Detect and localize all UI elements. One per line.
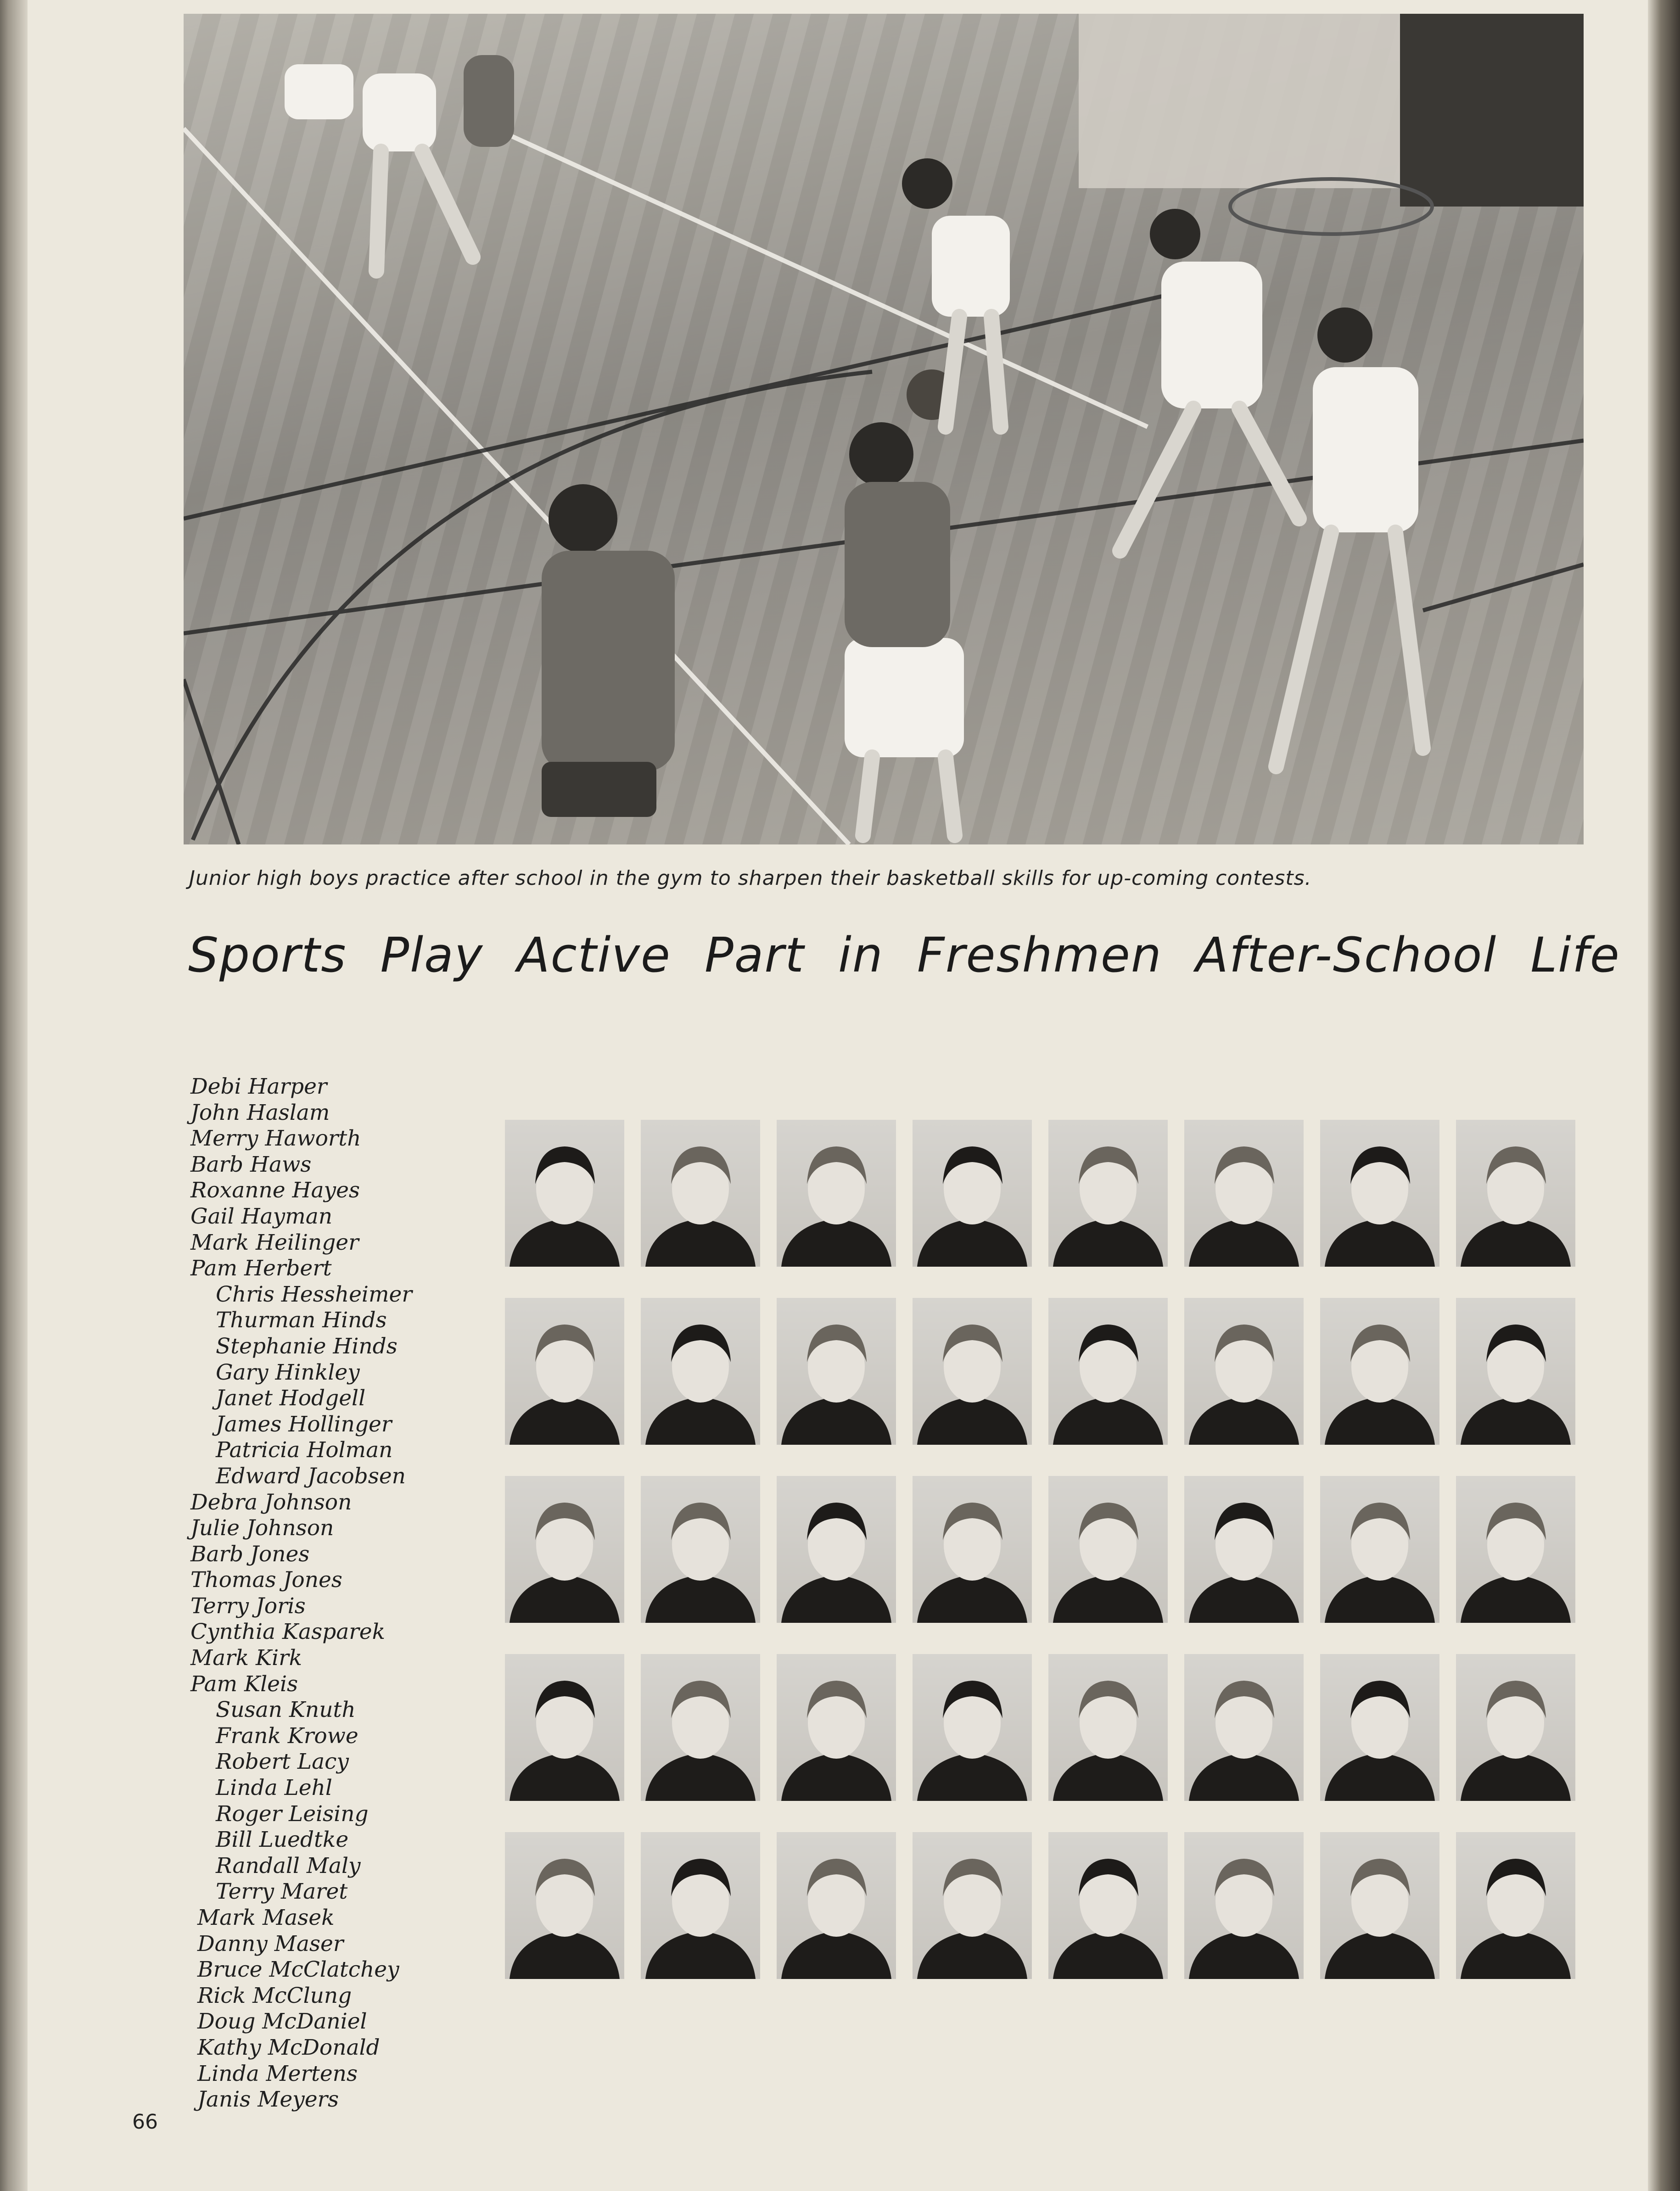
student-name-list xyxy=(190,1074,521,2113)
student-portrait xyxy=(913,1832,1032,1979)
student-portrait xyxy=(641,1654,760,1801)
portrait-photo xyxy=(1048,1654,1168,1801)
portrait-photo xyxy=(641,1120,760,1267)
portrait-photo xyxy=(641,1832,760,1979)
portrait-photo xyxy=(505,1120,624,1267)
portrait-photo xyxy=(1184,1654,1304,1801)
student-name: Gail Hayman xyxy=(190,1203,332,1229)
portrait-photo xyxy=(505,1476,624,1623)
student-name: Patricia Holman xyxy=(216,1437,393,1463)
student-portrait xyxy=(505,1832,624,1979)
student-portrait xyxy=(913,1654,1032,1801)
student-portrait xyxy=(1456,1654,1575,1801)
portrait-photo xyxy=(913,1654,1032,1801)
portrait-photo xyxy=(1320,1120,1439,1267)
portrait-photo xyxy=(777,1654,896,1801)
student-name: Kathy McDonald xyxy=(197,2034,380,2060)
student-portrait xyxy=(777,1298,896,1445)
student-name: Cynthia Kasparek xyxy=(190,1619,386,1645)
portrait-photo xyxy=(1048,1120,1168,1267)
student-portrait xyxy=(777,1476,896,1623)
page-number: 66 xyxy=(132,2110,158,2134)
student-name: Janet Hodgell xyxy=(216,1386,366,1411)
student-portrait xyxy=(505,1476,624,1623)
portrait-photo xyxy=(641,1654,760,1801)
portrait-photo xyxy=(641,1298,760,1445)
student-portrait xyxy=(1184,1298,1304,1445)
portrait-photo xyxy=(505,1832,624,1979)
student-name: Mark Heilinger xyxy=(190,1230,359,1255)
student-name: Terry Maret xyxy=(216,1879,348,1905)
portrait-photo xyxy=(1320,1832,1439,1979)
portrait-photo xyxy=(1184,1120,1304,1267)
student-portrait xyxy=(505,1298,624,1445)
gym-basketball-photo xyxy=(184,14,1584,844)
page-headline: Sports Play Active Part in Freshmen After-School Life xyxy=(188,927,1620,983)
student-portrait xyxy=(1456,1832,1575,1979)
student-portrait xyxy=(641,1298,760,1445)
gym-scene-illustration xyxy=(184,14,1584,844)
student-portrait xyxy=(1184,1476,1304,1623)
student-portrait xyxy=(1320,1654,1439,1801)
student-name: Barb Haws xyxy=(190,1151,312,1177)
student-portrait xyxy=(913,1120,1032,1267)
portrait-photo xyxy=(777,1298,896,1445)
student-portrait xyxy=(1320,1120,1439,1267)
student-name: Terry Joris xyxy=(190,1593,306,1619)
portrait-photo xyxy=(1320,1298,1439,1445)
student-name: Merry Haworth xyxy=(190,1126,361,1151)
portrait-photo xyxy=(1456,1298,1575,1445)
portrait-photo xyxy=(1184,1832,1304,1979)
photo-caption: Junior high boys practice after school in the gym to sharpen their basketball skills for up-coming contests. xyxy=(189,866,1312,890)
student-portrait xyxy=(1456,1476,1575,1623)
portrait-photo xyxy=(777,1476,896,1623)
student-name: Debi Harper xyxy=(190,1074,327,1099)
student-name: Roger Leising xyxy=(216,1801,369,1827)
student-name: Bruce McClatchey xyxy=(197,1957,399,1983)
student-name: Robert Lacy xyxy=(216,1749,349,1775)
student-name: Randall Maly xyxy=(216,1853,361,1878)
student-name: Doug McDaniel xyxy=(197,2009,367,2034)
student-name: Pam Herbert xyxy=(190,1256,332,1281)
portrait-photo xyxy=(777,1120,896,1267)
student-name: Debra Johnson xyxy=(190,1489,352,1515)
portrait-photo xyxy=(641,1476,760,1623)
student-portrait xyxy=(1456,1298,1575,1445)
portrait-photo xyxy=(1320,1654,1439,1801)
student-name: Danny Maser xyxy=(197,1931,344,1956)
student-name: Linda Lehl xyxy=(216,1775,332,1801)
student-portrait xyxy=(1048,1832,1168,1979)
portrait-photo xyxy=(1048,1476,1168,1623)
student-name: Rick McClung xyxy=(197,1983,352,2008)
student-portrait xyxy=(641,1120,760,1267)
student-portrait xyxy=(1048,1654,1168,1801)
student-portrait xyxy=(777,1832,896,1979)
portrait-photo xyxy=(913,1832,1032,1979)
student-name: James Hollinger xyxy=(216,1411,392,1437)
student-portrait xyxy=(1184,1832,1304,1979)
portrait-photo xyxy=(913,1476,1032,1623)
student-name: Thomas Jones xyxy=(190,1567,342,1593)
portrait-photo xyxy=(1456,1476,1575,1623)
portrait-photo xyxy=(505,1654,624,1801)
student-name: Chris Hessheimer xyxy=(216,1281,412,1307)
student-portrait xyxy=(1320,1832,1439,1979)
student-name: Roxanne Hayes xyxy=(190,1178,360,1203)
portrait-photo xyxy=(1456,1120,1575,1267)
student-portrait xyxy=(1048,1298,1168,1445)
student-portrait xyxy=(913,1298,1032,1445)
student-portrait xyxy=(1456,1120,1575,1267)
student-name: Thurman Hinds xyxy=(216,1308,387,1333)
student-portrait xyxy=(1320,1476,1439,1623)
student-portrait xyxy=(641,1476,760,1623)
portrait-photo xyxy=(1320,1476,1439,1623)
portrait-grid xyxy=(505,1120,1579,1979)
portrait-photo xyxy=(1048,1832,1168,1979)
student-portrait xyxy=(641,1832,760,1979)
portrait-photo xyxy=(1048,1298,1168,1445)
student-name: Pam Kleis xyxy=(190,1671,298,1697)
student-name: Barb Jones xyxy=(190,1541,310,1567)
student-portrait xyxy=(1048,1476,1168,1623)
student-name: Linda Mertens xyxy=(197,2061,358,2086)
portrait-photo xyxy=(1184,1298,1304,1445)
student-name: John Haslam xyxy=(190,1100,330,1125)
student-portrait xyxy=(1184,1654,1304,1801)
page-binding-edge xyxy=(0,0,28,2191)
student-name: Gary Hinkley xyxy=(216,1359,360,1385)
student-name: Susan Knuth xyxy=(216,1697,356,1723)
student-name: Mark Kirk xyxy=(190,1645,302,1671)
portrait-photo xyxy=(1184,1476,1304,1623)
student-portrait xyxy=(505,1654,624,1801)
page-outer-edge xyxy=(1648,0,1680,2191)
student-name: Julie Johnson xyxy=(190,1515,334,1541)
student-portrait xyxy=(505,1120,624,1267)
student-portrait xyxy=(777,1120,896,1267)
student-name: Edward Jacobsen xyxy=(216,1463,406,1489)
portrait-photo xyxy=(913,1298,1032,1445)
student-name: Stephanie Hinds xyxy=(216,1333,398,1359)
portrait-photo xyxy=(777,1832,896,1979)
student-name: Bill Luedtke xyxy=(216,1827,349,1853)
student-portrait xyxy=(913,1476,1032,1623)
student-name: Janis Meyers xyxy=(197,2087,339,2113)
student-portrait xyxy=(777,1654,896,1801)
portrait-photo xyxy=(913,1120,1032,1267)
portrait-photo xyxy=(505,1298,624,1445)
student-name: Mark Masek xyxy=(197,1905,335,1930)
portrait-photo xyxy=(1456,1654,1575,1801)
student-portrait xyxy=(1320,1298,1439,1445)
portrait-photo xyxy=(1456,1832,1575,1979)
student-portrait xyxy=(1184,1120,1304,1267)
student-name: Frank Krowe xyxy=(216,1723,358,1749)
student-portrait xyxy=(1048,1120,1168,1267)
